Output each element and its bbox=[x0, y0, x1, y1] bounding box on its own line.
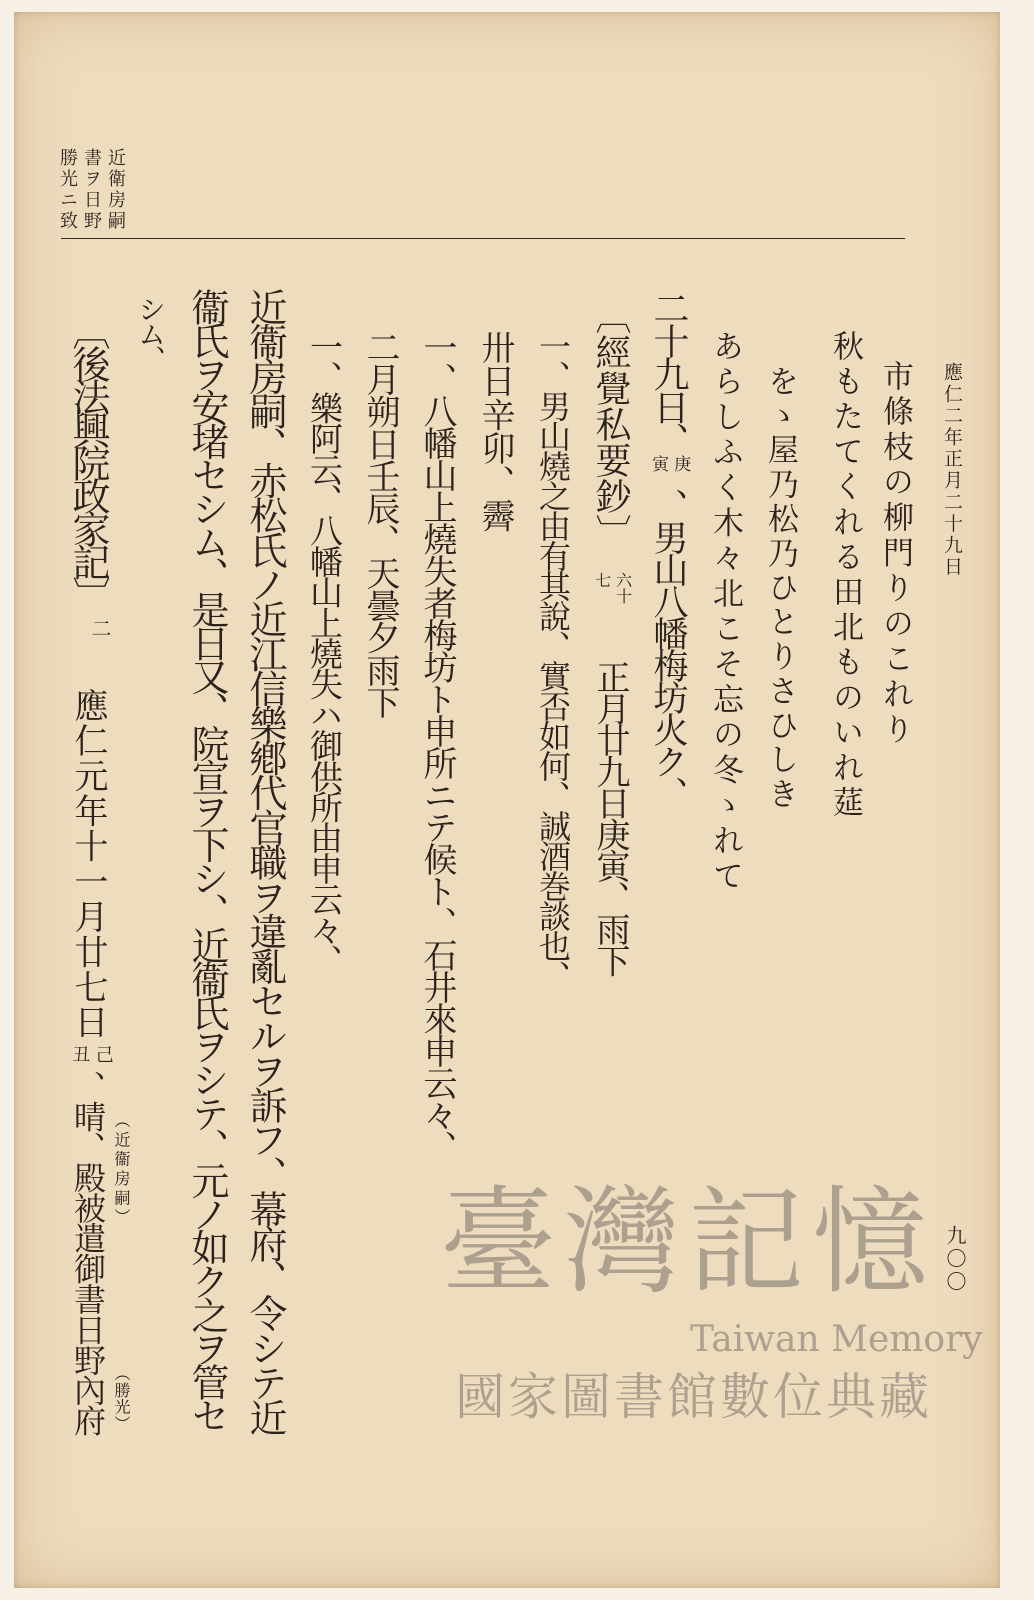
entry-date-note-part: 寅 bbox=[648, 455, 669, 472]
summary-line: 近衞房嗣、赤松氏ノ近江信樂鄕代官職ヲ違亂セルヲ訴フ、幕府、令シテ近 bbox=[243, 288, 287, 1434]
margin-note-line: 近衛房嗣 bbox=[105, 148, 126, 232]
poem-line: 市條枝の柳門りのこれり bbox=[877, 360, 913, 749]
page-number: 九〇〇 bbox=[943, 1225, 967, 1294]
margin-note-line: 勝光ニ致 bbox=[57, 148, 78, 232]
poem-line: をゝ屋乃松乃ひとりさひしき bbox=[762, 365, 798, 813]
entry-date-note-part: 庚 bbox=[670, 455, 691, 472]
running-header: 應仁二年正月二十九日 bbox=[941, 362, 963, 578]
entry-date-note bbox=[647, 455, 691, 472]
watermark-institution: 國家圖書館數位典藏 bbox=[455, 1368, 932, 1426]
margin-note-line: 書ヲ日野 bbox=[81, 148, 102, 232]
source-date-line: 應仁元年十一月廿七日 bbox=[68, 688, 108, 1040]
source-date-line: 正月廿九日庚寅、雨下 bbox=[590, 660, 630, 975]
entry-date-heading: 二十九日、 bbox=[648, 290, 689, 455]
source-day-note bbox=[68, 1045, 115, 1063]
source-volume-note-part: 六十 bbox=[613, 572, 633, 604]
summary-line: シム、 bbox=[134, 295, 167, 370]
source-text-line: 二月朔日壬辰、天曇夕雨下 bbox=[360, 330, 400, 718]
gloss-annotation: （勝光） bbox=[112, 1365, 131, 1432]
source-text-line: 、晴、殿被遣御書日野內府 bbox=[69, 1070, 107, 1435]
watermark-title: 臺灣記憶 bbox=[440, 1175, 936, 1310]
watermark-english: Taiwan Memory bbox=[690, 1319, 983, 1360]
source-day-note-part: 丑 bbox=[69, 1045, 91, 1063]
source-title: 〔後法興院政家記〕 bbox=[66, 312, 110, 609]
source-text-line: 一、樂阿云、八幡山上燒失ハ御供所由申云々、 bbox=[305, 330, 344, 975]
source-text-line: 一、男山燒之由有其說、實否如何、誠酒巻談也、 bbox=[534, 330, 572, 990]
poem-line: あらしふく木々北こそ忘の冬ゝれて bbox=[707, 330, 743, 895]
source-day-note-part: 己 bbox=[92, 1045, 114, 1063]
source-volume-note bbox=[591, 572, 633, 604]
source-text-line: 一、八幡山上燒失者梅坊ト申所ニテ候ト、石井來申云々、 bbox=[417, 330, 457, 1162]
entry-date-text: 、男山八幡梅坊火ク、 bbox=[648, 488, 688, 808]
source-volume: 二 bbox=[88, 618, 112, 638]
poem-line: 秋もたてくれる田北ものいれ莚 bbox=[827, 330, 863, 822]
header-rule bbox=[61, 238, 905, 239]
source-volume-note-part: 七 bbox=[592, 572, 612, 588]
source-title: 〔經覺私要鈔〕 bbox=[590, 298, 631, 550]
source-text-line: 卅日辛卯、霽 bbox=[475, 330, 515, 533]
summary-line: 衞氏ヲ安堵セシム、是日又、院宣ヲ下シ、近衞氏ヲシテ、元ノ如ク之ヲ管セ bbox=[185, 288, 229, 1431]
gloss-annotation: （近衞房嗣） bbox=[112, 1112, 131, 1228]
